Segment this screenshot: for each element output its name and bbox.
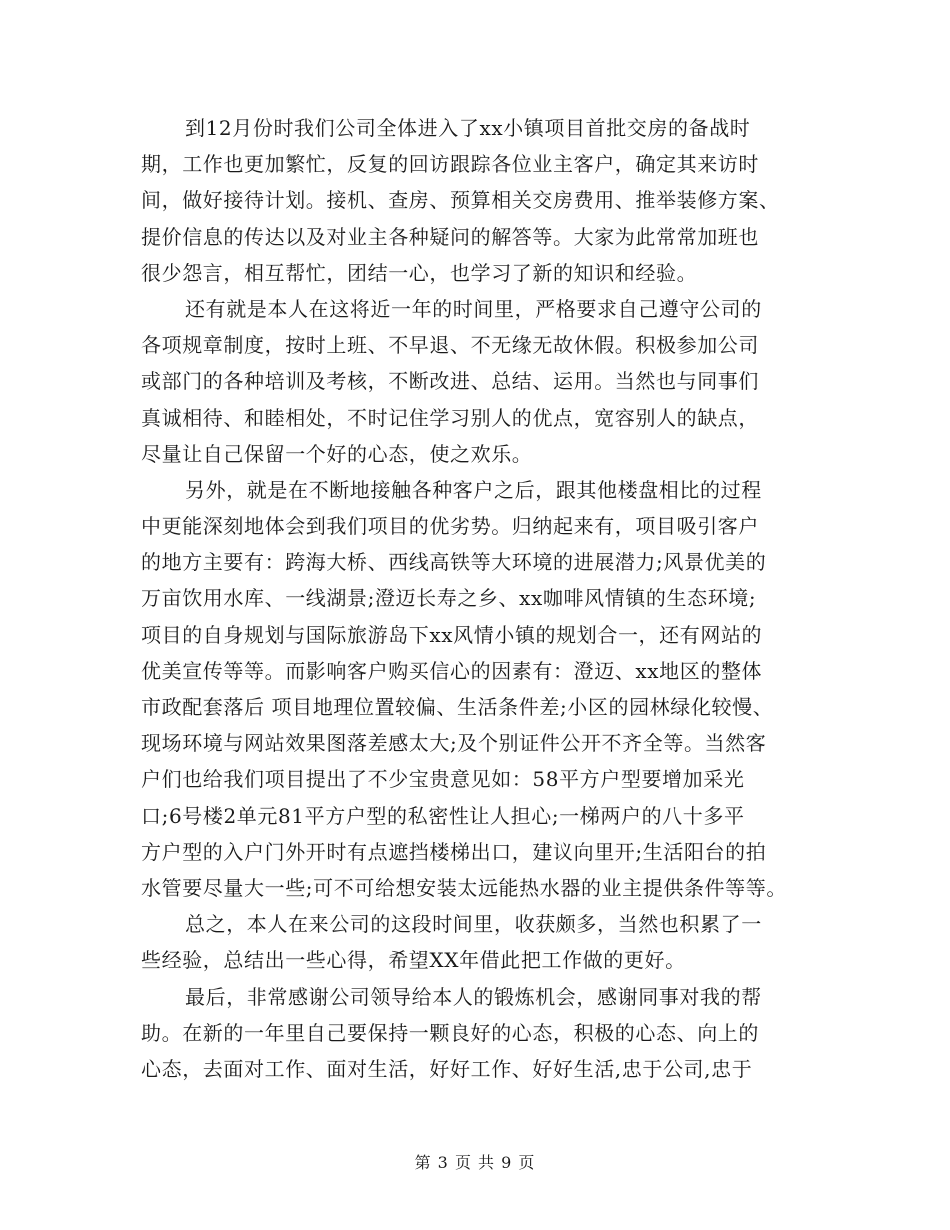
paragraph-line: 总之，本人在来公司的这段时间里，收获颇多，当然也积累了一 [185,912,762,937]
paragraph-line: 市政配套落后 项目地理位置较偏、生活条件差;小区的园林绿化较慢、 [141,695,774,719]
paragraph-line: 期，工作也更加繁忙，反复的回访跟踪各位业主客户，确定其来访时 [141,152,759,177]
paragraph-line: 最后，非常感谢公司领导给本人的锻炼机会，感谢同事对我的帮 [185,984,762,1009]
paragraph-line: 另外，就是在不断地接触各种客户之后，跟其他楼盘相比的过程 [185,477,762,502]
paragraph-line: 各项规章制度，按时上班、不早退、不无缘无故休假。积极参加公司 [141,333,759,358]
paragraph-line: 心态，去面对工作、面对生活，好好工作、好好生活,忠于公司,忠于 [141,1056,753,1081]
paragraph-line: 到12月份时我们公司全体进入了xx小镇项目首批交房的备战时 [185,116,751,140]
paragraph-line: 水管要尽量大一些;可不可给想安装太远能热水器的业主提供条件等等。 [141,875,787,900]
paragraph-line: 优美宣传等等。而影响客户购买信心的因素有：澄迈、xx地区的整体 [141,658,763,683]
paragraph-line: 万亩饮用水库、一线湖景;澄迈长寿之乡、xx咖啡风情镇的生态环境; [141,586,757,611]
paragraph-line: 项目的自身规划与国际旅游岛下xx风情小镇的规划合一，还有网站的 [141,622,763,647]
paragraph-line: 尽量让自己保留一个好的心态，使之欢乐。 [141,441,533,466]
body-text [141,110,831,1087]
paragraph-line: 的地方主要有：跨海大桥、西线高铁等大环境的进展潜力;风景优美的 [141,550,767,575]
paragraph-line: 很少怨言，相互帮忙，团结一心，也学习了新的知识和经验。 [141,260,698,285]
paragraph-line: 些经验，总结出一些心得，希望XX年借此把工作做的更好。 [141,948,686,973]
paragraph-line: 间，做好接待计划。接机、查房、预算相关交房费用、推举装修方案、 [141,188,780,213]
paragraph-line: 户们也给我们项目提出了不少宝贵意见如：58平方户型要增加采光 [141,767,745,792]
paragraph-line: 方户型的入户门外开时有点遮挡楼梯出口，建议向里开;生活阳台的拍 [141,839,767,864]
paragraph-line: 还有就是本人在这将近一年的时间里，严格要求自己遵守公司的 [185,296,762,321]
page-number-footer: 第 3 页 共 9 页 [414,1153,536,1172]
paragraph-line: 中更能深刻地体会到我们项目的优劣势。归纳起来有，项目吸引客户 [141,514,759,539]
paragraph-line: 现场环境与网站效果图落差感太大;及个别证件公开不齐全等。当然客 [141,731,767,756]
paragraph-line: 提价信息的传达以及对业主各种疑问的解答等。大家为此常常加班也 [141,224,759,249]
paragraph-line: 口;6号楼2单元81平方户型的私密性让人担心;一梯两户的八十多平 [141,803,745,828]
paragraph-line: 助。在新的一年里自己要保持一颗良好的心态，积极的心态、向上的 [141,1020,759,1045]
paragraph-line: 或部门的各种培训及考核，不断改进、总结、运用。当然也与同事们 [141,369,759,394]
paragraph-line: 真诚相待、和睦相处，不时记住学习别人的优点，宽容别人的缺点， [141,405,759,430]
